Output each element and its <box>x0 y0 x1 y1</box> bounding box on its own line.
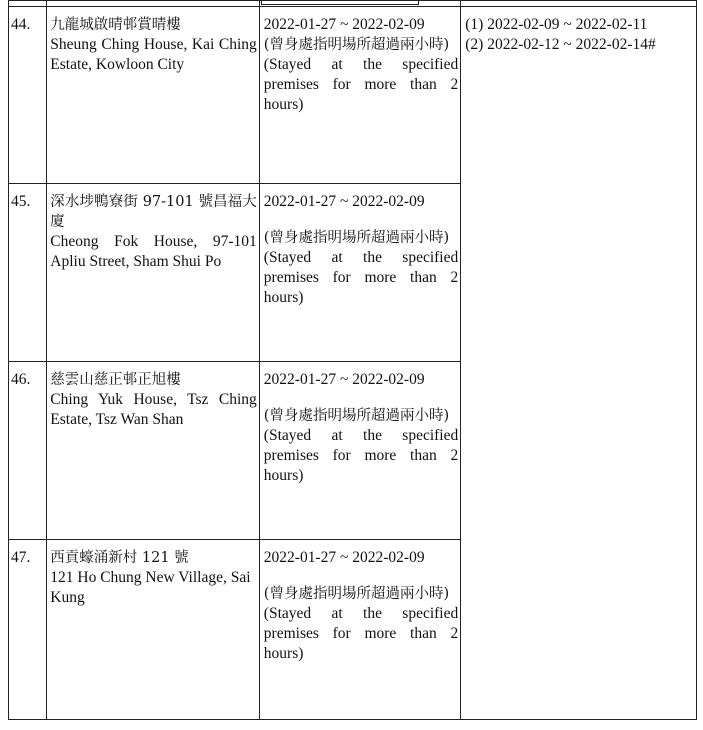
period-note-en: (Stayed at the specified premises for more than 2 hours) <box>263 427 459 484</box>
premises-name-zh: 西貢蠔涌新村 121 號 <box>50 550 189 566</box>
period-note-en: (Stayed at the specified premises for more than 2 hours) <box>263 249 459 306</box>
row-number: 45. <box>9 184 47 362</box>
premises-name-en: Ching Yuk House, Tsz Ching Estate, Tsz Wan Shan <box>50 391 257 428</box>
period-cell <box>259 184 460 362</box>
period-dates: 2022-01-27 ~ 2022-02-09 <box>263 193 425 210</box>
premises-cell <box>47 362 260 540</box>
premises-cell <box>47 540 260 720</box>
period-dates: 2022-01-27 ~ 2022-02-09 <box>263 371 425 388</box>
period-note-en: (Stayed at the specified premises for more than 2 hours) <box>263 56 459 113</box>
row-number: 44. <box>9 7 47 184</box>
premises-name-zh: 慈雲山慈正邨正旭樓 <box>50 372 181 388</box>
test-date-1: (1) 2022-02-09 ~ 2022-02-11 <box>465 16 648 33</box>
premises-cell <box>47 184 260 362</box>
premises-name-en: 121 Ho Chung New Village, Sai Kung <box>50 569 251 606</box>
period-cell <box>259 362 460 540</box>
period-note-en: (Stayed at the specified premises for more than 2 hours) <box>263 605 459 662</box>
period-cell <box>259 7 460 184</box>
period-dates: 2022-01-27 ~ 2022-02-09 <box>263 549 425 566</box>
premises-name-en: Cheong Fok House, 97-101 Apliu Street, Sham Shui Po <box>50 233 257 270</box>
period-note-zh: (曾身處指明場所超過兩小時) <box>263 586 450 602</box>
test-dates-cell <box>461 7 697 720</box>
period-cell <box>259 540 460 720</box>
period-note-zh: (曾身處指明場所超過兩小時) <box>263 408 450 424</box>
row-number: 47. <box>9 540 47 720</box>
test-date-2: (2) 2022-02-12 ~ 2022-02-14# <box>465 36 656 53</box>
period-dates: 2022-01-27 ~ 2022-02-09 <box>263 16 425 33</box>
premises-name-zh: 深水埗鴨寮街 97-101 號昌福大廈 <box>50 194 257 230</box>
table-row <box>9 7 697 184</box>
premises-name-zh: 九龍城啟晴邨賞晴樓 <box>50 17 181 33</box>
premises-cell <box>47 7 260 184</box>
specified-premises-table <box>8 0 697 720</box>
period-note-zh: (曾身處指明場所超過兩小時) <box>263 230 450 246</box>
premises-name-en: Sheung Ching House, Kai Ching Estate, Kowloon City <box>50 36 257 73</box>
period-note-zh: (曾身處指明場所超過兩小時) <box>263 37 450 53</box>
row-number: 46. <box>9 362 47 540</box>
